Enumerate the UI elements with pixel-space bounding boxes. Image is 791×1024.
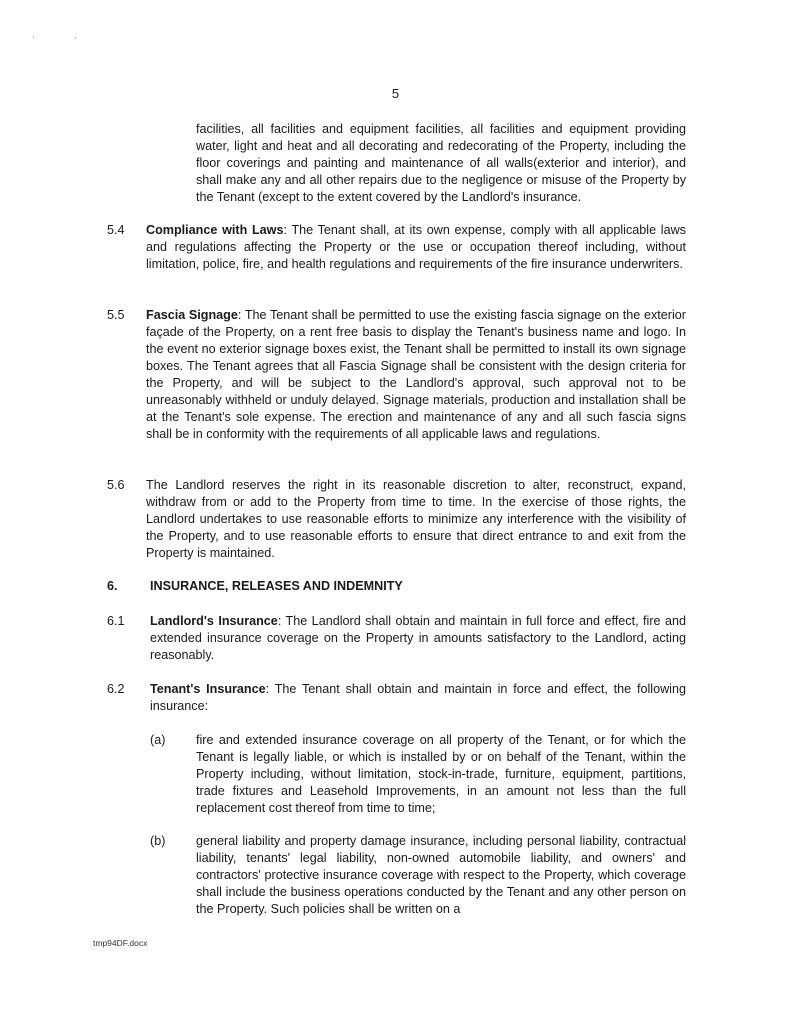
clause-title: Landlord's Insurance xyxy=(150,614,278,628)
clause-5-4 xyxy=(146,222,686,273)
clause-5-5 xyxy=(146,307,686,443)
clause-title: Fascia Signage xyxy=(146,308,238,322)
clause-6-2 xyxy=(150,681,686,715)
page-number: 5 xyxy=(391,86,400,101)
subclause-a: fire and extended insurance coverage on all property of the Tenant, or for which the Tenant is legally liable, or which is installed by or on behalf of the Tenant, within the Property including, without limitation, stock-in-trade, furniture, equipment, partitions, trade fixtures and Leasehold Improvements, in an amount not less than the full replacement cost thereof from time to time; xyxy=(196,733,686,815)
clause-text: : The Landlord shall obtain and maintain in full force and effect, fire and extended insurance coverage on the Property in amounts satisfactory to the Landlord, acting reasonably. xyxy=(150,614,686,662)
section-title: INSURANCE, RELEASES AND INDEMNITY xyxy=(150,579,403,593)
clause-number: 5.4 xyxy=(107,223,125,237)
subclause-label: (b) xyxy=(150,834,166,848)
clause-text: : The Tenant shall, at its own expense, comply with all applicable laws and regulations affecting the Property or the use or occupation thereof including, without limitation, police, fire, and health regulations and requirements of the fire insurance underwriters. xyxy=(146,223,686,271)
clause-text: : The Tenant shall obtain and maintain in force and effect, the following insurance: xyxy=(150,682,686,713)
clause-text: : The Tenant shall be permitted to use the existing fascia signage on the exterior façade of the Property, on a rent free basis to display the Tenant's business name and logo. In the event no exterior signage boxes exist, the Tenant shall be permitted to install its own signage boxes. The Tenant agrees that all Fascia Signage shall be consistent with the design criteria for the Property, and will be subject to the Landlord's approval, such approval not to be unreasonably withheld or unduly delayed. Signage materials, production and installation shall be at the Tenant's sole expense. The erection and maintenance of any and all such fascia signs shall be in conformity with the requirements of all applicable laws and regulations. xyxy=(146,308,686,441)
clause-title: Compliance with Laws xyxy=(146,223,284,237)
clause-number: 5.5 xyxy=(107,308,125,322)
clause-5-6 xyxy=(146,477,686,562)
clause-title: Tenant's Insurance xyxy=(150,682,266,696)
footer-filename: tmp94DF.docx xyxy=(93,938,148,948)
clause-number: 6.2 xyxy=(107,682,125,696)
clause-6-1 xyxy=(150,613,686,664)
subclause-b: general liability and property damage insurance, including personal liability, contractual liability, tenants' legal liability, non-owned automobile liability, and owners' and contractors' protective insurance coverage with respect to the Property, which coverage shall include the business operations conducted by the Tenant and any other person on the Property. Such policies shall be written on a xyxy=(196,834,686,916)
clause-text: The Landlord reserves the right in its reasonable discretion to alter, reconstruct, expand, withdraw from or add to the Property from time to time. In the exercise of those rights, the Landlord undertakes to use reasonable efforts to minimize any interference with the visibility of the Property, and to use reasonable efforts to ensure that direct entrance to and exit from the Property is maintained. xyxy=(146,478,686,560)
subclause-label: (a) xyxy=(150,733,166,747)
scan-artifact xyxy=(75,37,76,39)
scan-artifact xyxy=(33,36,34,38)
clause-number: 6.1 xyxy=(107,614,125,628)
clause-number: 5.6 xyxy=(107,478,125,492)
continuation-paragraph: facilities, all facilities and equipment facilities, all facilities and equipment providing water, light and heat and all decorating and redecorating of the Property, including the floor coverings and painting and maintenance of all walls(exterior and interior), and shall make any and all other repairs due to the negligence or misuse of the Property by the Tenant (except to the extent covered by the Landlord's insurance. xyxy=(196,122,686,204)
section-number: 6. xyxy=(107,579,118,593)
